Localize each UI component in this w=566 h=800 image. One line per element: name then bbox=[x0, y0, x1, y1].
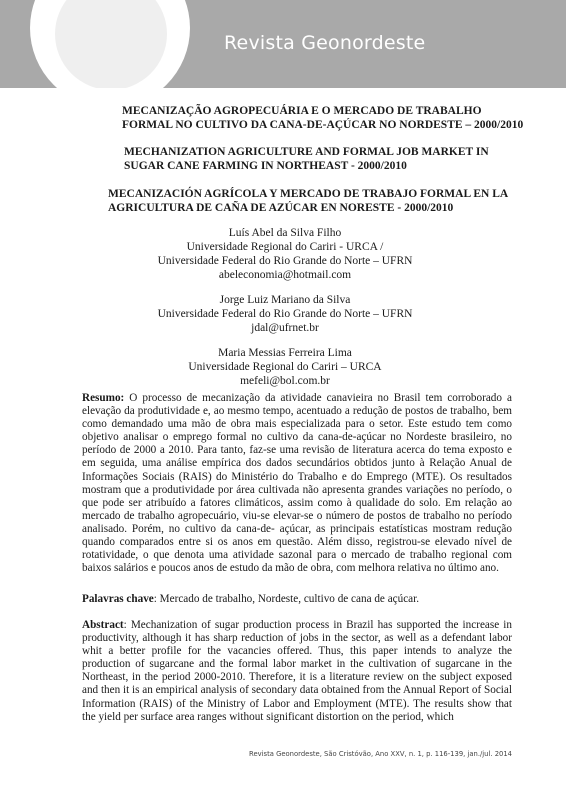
abstract-text: : Mechanization of sugar production process in Brazil has supported the increase in productivity, although it has sharp reduction of jobs in the sector, as well as a defendant labor whit a better profile for the vacancies offered. Thus, this paper intends to analyze the production of sugarcane and the formal labor market in the cultivation of sugarcane in the Northeast, in the period 2000-2010. Therefore, it is a literature review on the subject exposed and then it is an empirical analysis of secondary data obtained from the Annual Report of Social Information (RAIS) of the Ministry of Labor and Employment (MTE). The results show that the yield per surface area ranges without significant distortion on the period, which bbox=[82, 619, 512, 723]
title-english bbox=[94, 145, 534, 173]
author-block bbox=[110, 226, 460, 282]
author-email: mefeli@bol.com.br bbox=[240, 375, 330, 387]
author-affiliation: Universidade Federal do Rio Grande do Norte – UFRN bbox=[157, 308, 413, 320]
author-email: abeleconomia@hotmail.com bbox=[218, 269, 352, 281]
resumo-text: O processo de mecanização da atividade canavieira no Brasil tem corroborado a elevação da produtividade e, ao mesmo tempo, acentuado a redução de postos de trabalho, bem como demandado uma mão de obra mais especializada para o setor. Este estudo tem como objetivo analisar o emprego formal no cultivo da cana-de-açúcar no Nordeste brasileiro, no período de 2000 a 2010. Para tanto, faz-se uma revisão de literatura acerca do tema exposto e em seguida, uma análise empírica dos dados secundários obtidos junto à Relação Anual de Informações Sociais (RAIS) do Ministério do Trabalho e do Emprego (MTE). Os resultados mostram que a produtividade por área cultivada não apresenta grandes variações no período, o que pode ser atribuído a fatores climáticos, assim como à qualidade do solo. Em relação ao mercado de trabalho agropecuário, viu-se elevar-se o número de postos de trabalho no período analisado. Porém, no cultivo da cana-de- açúcar, as principais estatísticas mostram redução quando comparados entre si os anos em questão. Além disso, registrou-se elevado nível de rotatividade, o que denota uma atividade sazonal para o mercado de trabalho regional com baixos salários e poucos anos de estudo da mão de obra, com melhora relativa no último ano. bbox=[82, 392, 512, 575]
abstract-label: Abstract bbox=[82, 619, 124, 631]
resumo-label: Resumo: bbox=[82, 392, 125, 404]
title-en-line-2: SUGAR CANE FARMING IN NORTHEAST - 2000/2010 bbox=[124, 160, 407, 172]
author-block bbox=[110, 346, 460, 388]
author-email: jdal@ufrnet.br bbox=[251, 322, 319, 334]
resumo-paragraph bbox=[82, 392, 512, 575]
journal-header bbox=[0, 0, 566, 88]
author-affiliation: Universidade Regional do Cariri - URCA / bbox=[186, 241, 384, 253]
author-name: Maria Messias Ferreira Lima bbox=[218, 347, 352, 359]
keywords-text: : Mercado de trabalho, Nordeste, cultivo de cana de açúcar. bbox=[153, 593, 420, 605]
title-en-line-1: MECHANIZATION AGRICULTURE AND FORMAL JOB MARKET IN bbox=[124, 146, 489, 158]
author-affiliation: Universidade Regional do Cariri – URCA bbox=[188, 361, 382, 373]
title-pt-line-1: MECANIZAÇÃO AGROPECUÁRIA E O MERCADO DE TRABALHO bbox=[122, 105, 482, 117]
title-pt-line-2: FORMAL NO CULTIVO DA CANA-DE-AÇÚCAR NO NORDESTE – 2000/2010 bbox=[122, 119, 524, 131]
keywords-label: Palavras chave bbox=[82, 593, 154, 605]
title-portuguese bbox=[94, 104, 534, 132]
author-list bbox=[110, 226, 460, 399]
journal-title: Revista Geonordeste bbox=[224, 32, 426, 54]
keywords-paragraph bbox=[82, 593, 512, 606]
author-block bbox=[110, 293, 460, 335]
abstract-paragraph bbox=[82, 619, 512, 724]
author-name: Luís Abel da Silva Filho bbox=[228, 227, 342, 239]
page-footer-citation: Revista Geonordeste, São Cristóvão, Ano XXV, n. 1, p. 116-139, jan./jul. 2014 bbox=[249, 750, 512, 758]
author-name: Jorge Luiz Mariano da Silva bbox=[219, 294, 351, 306]
author-affiliation: Universidade Federal do Rio Grande do Norte – UFRN bbox=[157, 255, 413, 267]
title-spanish bbox=[94, 187, 534, 215]
title-es-line-2: AGRICULTURA DE CAÑA DE AZÚCAR EN NORESTE - 2000/2010 bbox=[108, 202, 454, 214]
article-titles bbox=[94, 104, 534, 215]
title-es-line-1: MECANIZACIÓN AGRÍCOLA Y MERCADO DE TRABAJO FORMAL EN LA bbox=[108, 188, 509, 200]
